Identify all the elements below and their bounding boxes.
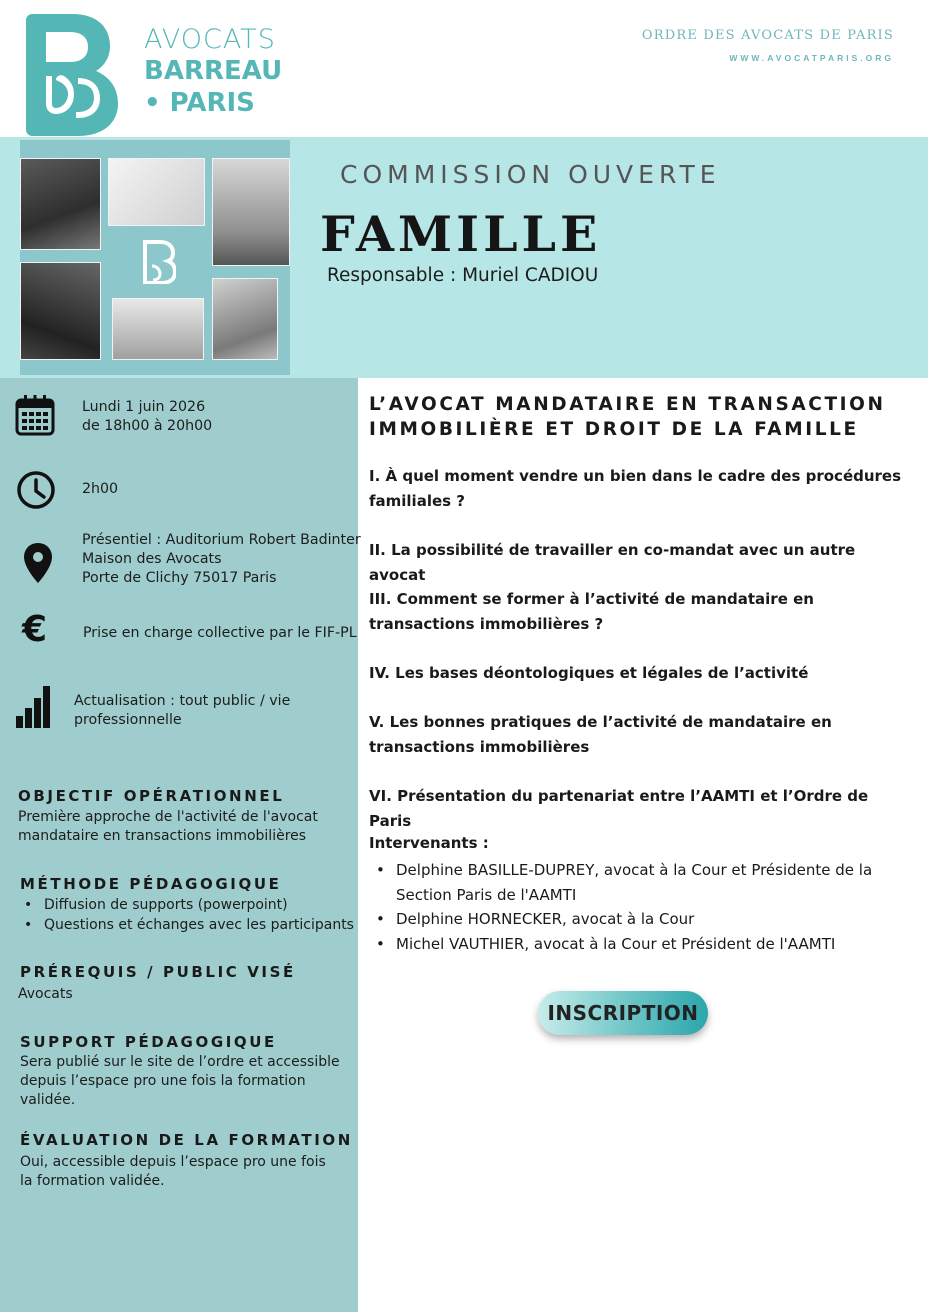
support-text: Sera publié sur le site de l’ordre et accessible depuis l’espace pro une fois la formation validée. [20, 1054, 340, 1108]
evaluation-text: Oui, accessible depuis l’espace pro une fois la formation validée. [20, 1154, 326, 1189]
ordre-name: ORDRE DES AVOCATS DE PARIS [641, 28, 894, 43]
collage-logo-icon [142, 240, 176, 284]
location-line-1: Présentiel : Auditorium Robert Badinter [82, 532, 361, 548]
time-line: de 18h00 à 20h00 [82, 418, 213, 434]
elderly-couple-photo-icon [20, 262, 101, 360]
intervenants-label: Intervenants : [369, 834, 489, 852]
staircase-photo-icon [112, 298, 204, 360]
list-item: • Delphine BASILLE-DUPREY, avocat à la Cour et Présidente de la Section Paris de l'AAMTI [376, 858, 906, 907]
photo-collage [20, 140, 290, 375]
program-item-5: V. Les bonnes pratiques de l’activité de mandataire en transactions immobilières [369, 713, 832, 756]
program-item-6: VI. Présentation du partenariat entre l’AAMTI et l’Ordre de Paris [369, 787, 869, 830]
program-title: L’AVOCAT MANDATAIRE EN TRANSACTION IMMOBILIÈRE ET DROIT DE LA FAMILLE [369, 394, 886, 440]
location-info [82, 531, 361, 588]
prerequis-title: PRÉREQUIS / PUBLIC VISÉ [20, 963, 296, 981]
list-item: • Diffusion de supports (powerpoint) [24, 896, 354, 916]
methode-list [24, 896, 354, 935]
brand-line-barreau: BARREAU [144, 56, 283, 86]
euro-icon: € [22, 609, 48, 650]
location-pin-icon [22, 542, 54, 589]
program-item-4: IV. Les bases déontologiques et légales de l’activité [369, 664, 809, 682]
date-info [82, 398, 212, 436]
banner-kicker: COMMISSION OUVERTE [340, 160, 721, 189]
program-item-3: III. Comment se former à l’activité de mandataire en transactions immobilières ? [369, 590, 814, 633]
program-item-1: I. À quel moment vendre un bien dans le cadre des procédures familiales ? [369, 467, 902, 510]
level-info [74, 692, 290, 730]
objectif-title: OBJECTIF OPÉRATIONNEL [18, 787, 285, 805]
clock-icon [16, 470, 56, 515]
evaluation-title: ÉVALUATION DE LA FORMATION [20, 1131, 353, 1149]
list-item: • Michel VAUTHIER, avocat à la Cour et Président de l'AAMTI [376, 932, 906, 957]
calendar-icon [15, 394, 55, 441]
methode-title: MÉTHODE PÉDAGOGIQUE [20, 875, 282, 893]
brand-line-paris: • PARIS [144, 88, 255, 118]
barreau-logo-icon [26, 14, 120, 136]
bar-chart-icon [16, 686, 52, 733]
brand-line-avocats: AVOCATS [144, 24, 276, 55]
program-item-2: II. La possibilité de travailler en co-mandat avec un autre avocat [369, 541, 856, 584]
objectif-text: Première approche de l'activité de l'avocat mandataire en transactions immobilières [18, 809, 318, 844]
inscription-button[interactable]: INSCRIPTION [538, 991, 708, 1035]
brand-name [144, 26, 282, 116]
moulding-photo-icon [108, 158, 205, 226]
family-photo-icon [20, 158, 101, 250]
website-link[interactable]: WWW.AVOCATPARIS.ORG [729, 53, 894, 63]
location-line-2: Maison des Avocats [82, 551, 222, 567]
list-item: • Delphine HORNECKER, avocat à la Cour [376, 907, 906, 932]
level-line-1: Actualisation : tout public / vie [74, 693, 291, 709]
support-title: SUPPORT PÉDAGOGIQUE [20, 1033, 277, 1051]
speakers-list [376, 858, 906, 956]
prerequis-text: Avocats [18, 986, 73, 1002]
level-line-2: professionnelle [74, 712, 182, 728]
ordre-header [642, 28, 894, 63]
date-line: Lundi 1 juin 2026 [82, 399, 206, 415]
mother-child-photo-icon [212, 278, 278, 360]
location-line-3: Porte de Clichy 75017 Paris [82, 570, 277, 586]
list-item: • Questions et échanges avec les participants [24, 916, 354, 936]
page-title: FAMILLE [320, 205, 602, 263]
duration-info: 2h00 [82, 481, 119, 497]
skyline-photo-icon [212, 158, 290, 266]
responsable-text: Responsable : Muriel CADIOU [327, 265, 599, 286]
funding-info: Prise en charge collective par le FIF-PL [83, 625, 357, 641]
